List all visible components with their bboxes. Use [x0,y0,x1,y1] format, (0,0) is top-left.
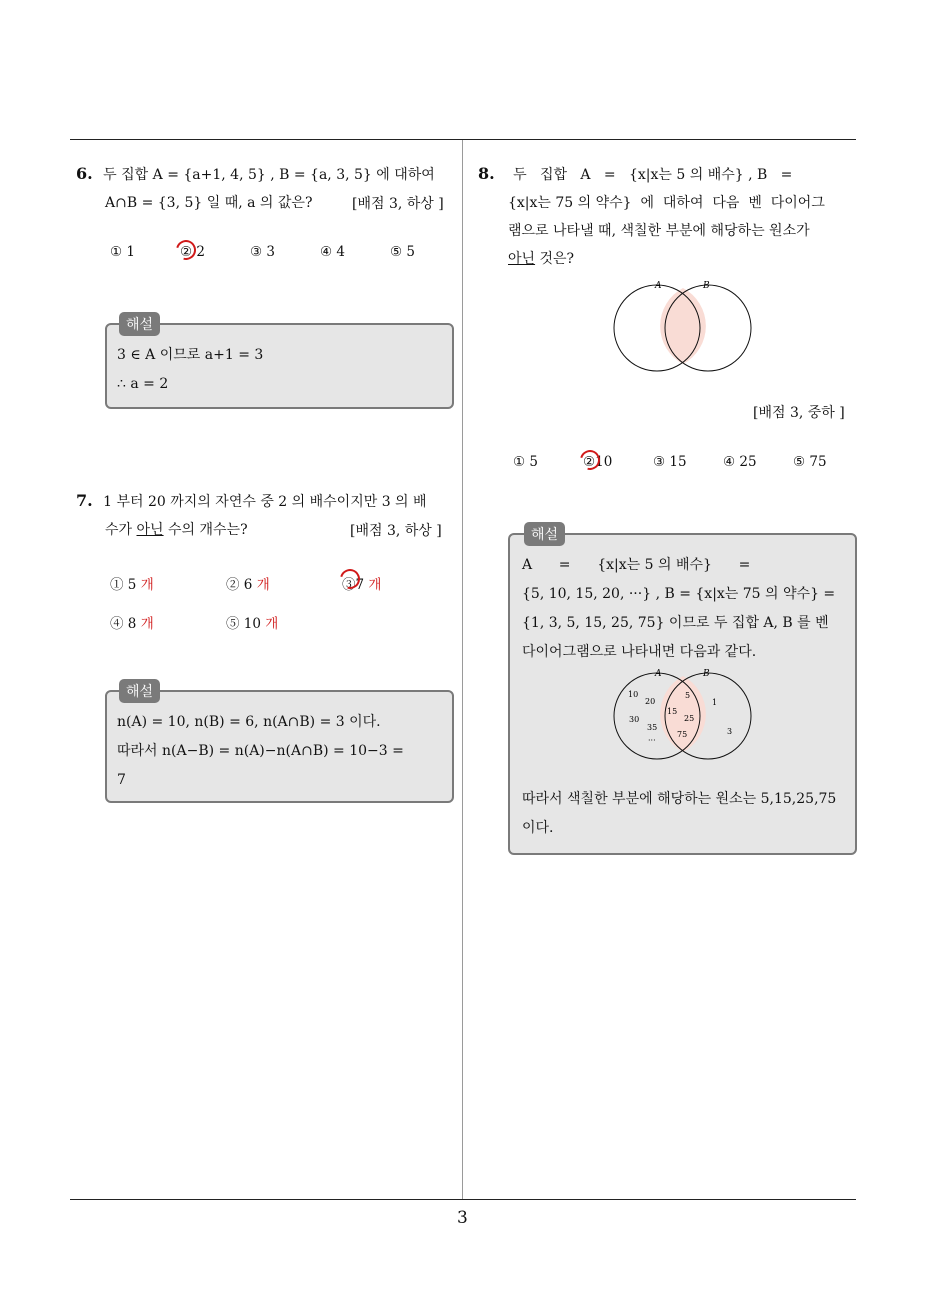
option-value: 7 [355,577,365,593]
option-5[interactable]: ⑤ 75 [793,454,827,470]
score-label: [배점 3, 중하 ] [753,405,845,421]
question-number: 7. [76,491,93,510]
option-3[interactable]: ③ 3 [250,244,275,260]
question-text: 램으로 나타낼 때, 색칠한 부분에 해당하는 원소가 [508,223,810,239]
solution-line: A = {x|x는 5 의 배수} = [522,557,751,573]
option-unit: 개 [140,577,154,593]
solution-conclusion [522,785,847,843]
option-unit: 개 [140,616,154,632]
venn-diagram [605,276,765,382]
question-text: A∩B = {3, 5} 일 때, a 의 값은? [105,195,313,211]
option-1[interactable] [110,573,154,593]
solution-venn-diagram [605,664,765,770]
solution-tag: 해설 [119,312,160,336]
venn-element: ··· [648,736,656,745]
option-4[interactable]: ④ 25 [723,454,757,470]
solution-line: 따라서 n(A−B) = n(A)−n(A∩B) = 10−3 = [117,743,404,759]
solution-line: 7 [117,772,126,788]
solution-line: 따라서 색칠한 부분에 해당하는 원소는 5,15,25,75 [522,791,837,807]
option-num: ⑤ 10 [226,616,261,632]
solution-line: 3 ∈ A 이므로 a+1 = 3 [117,347,264,363]
question-number: 6. [76,164,93,183]
option-1[interactable]: ① 5 [513,454,538,470]
question-text [478,245,863,273]
venn-element: 5 [685,691,691,700]
option-num: ① 5 [110,577,137,593]
venn-label-a: A [655,669,662,679]
venn-element: 10 [628,690,639,699]
option-num: ② [180,244,193,260]
venn-element: 25 [684,714,695,723]
score-label: [배점 3, 하상 ] [350,523,442,539]
question-number: 8. [478,164,495,183]
venn-element: 15 [667,707,678,716]
option-value: 2 [196,244,205,260]
question-text: {x|x는 75 의 약수} 에 대하여 다음 벤 다이어그 [508,195,825,211]
solution-line: {1, 3, 5, 15, 25, 75} 이므로 두 집합 A, B 를 벤 [522,615,829,631]
solution-line: n(A) = 10, n(B) = 6, n(A∩B) = 3 이다. [117,714,381,730]
venn-element: 75 [677,730,688,739]
text-part: 것은? [535,251,575,267]
option-2[interactable] [226,573,270,593]
underlined-text: 아닌 [508,251,536,267]
option-3[interactable]: ③ 15 [653,454,687,470]
venn-element: 3 [727,727,733,736]
venn-element: 1 [712,698,718,707]
question-8 [478,160,863,273]
solution-line: {5, 10, 15, 20, ···} , B = {x|x는 75 의 약수} = [522,586,836,602]
question-text: 두 집합 A = {x|x는 5 의 배수} , B = [513,167,793,183]
option-1[interactable]: ① 1 [110,244,135,260]
solution-line: 다이어그램으로 나타내면 다음과 같다. [522,644,757,660]
top-rule [70,139,856,140]
question-text: 1 부터 20 까지의 자연수 중 2 의 배수이지만 3 의 배 [103,494,427,510]
venn-element: 30 [629,715,640,724]
venn-intersection [660,288,706,364]
bottom-rule [70,1199,856,1200]
solution-line: ∴ a = 2 [117,376,169,392]
option-5[interactable] [226,612,278,632]
venn-label-b: B [703,669,710,679]
solution-line: 이다. [522,820,554,836]
option-5[interactable]: ⑤ 5 [390,244,415,260]
venn-element: 35 [647,723,658,732]
venn-element: 20 [645,697,656,706]
text-part: 수의 개수는? [163,522,248,538]
option-4[interactable] [110,612,154,632]
page-number: 3 [457,1208,468,1228]
option-unit: 개 [256,577,270,593]
underlined-text: 아닌 [136,522,164,538]
option-num: ② [583,454,596,470]
score-label: [배점 3, 하상 ] [352,196,444,212]
option-value: 10 [595,454,613,470]
solution-tag: 해설 [524,522,565,546]
text-part: 수가 [105,522,137,538]
solution-text [522,551,847,667]
option-unit: 개 [265,616,279,632]
option-4[interactable]: ④ 4 [320,244,345,260]
question-text: 두 집합 A = {a+1, 4, 5} , B = {a, 3, 5} 에 대하여 [103,167,435,183]
solution-text [117,341,263,399]
option-num: ③ [342,577,356,593]
option-num: ② 6 [226,577,253,593]
venn-label-a: A [655,281,662,291]
solution-text [117,708,447,795]
solution-tag: 해설 [119,679,160,703]
venn-label-b: B [703,281,710,291]
option-num: ④ 8 [110,616,137,632]
column-divider [462,140,463,1200]
option-unit: 개 [368,577,382,593]
